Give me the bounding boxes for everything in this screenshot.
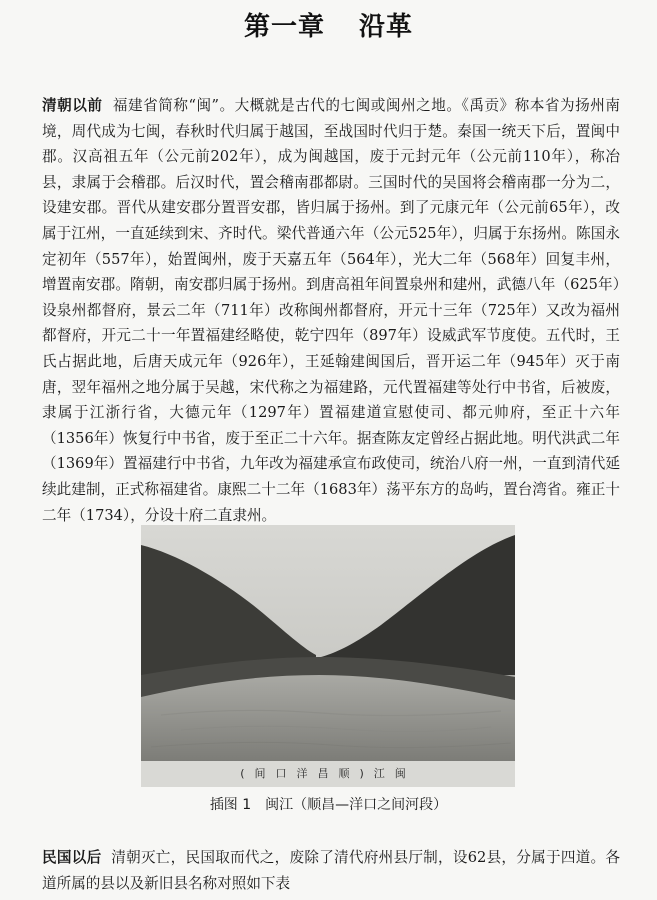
chapter-number: 第一章 [243,12,325,42]
chapter-name: 沿革 [359,12,414,42]
paragraph-after-republic [42,845,620,896]
figure-photo [141,525,515,787]
paragraph-before-qing [42,93,620,528]
section-text-before-qing: 福建省简称“闽”。大概就是古代的七闽或闽州之地。《禹贡》称本省为扬州南境，周代成为七闽，春秋时代归属于越国，至战国时代归于楚。秦国一统天下后，置闽中郡。汉高祖五年（公元前202年），成为闽越国，废于元封元年（公元前110年），称冶县，隶属于会稽郡。后汉时代，置会稽南郡都尉。三国时代的吴国将会稽南郡一分为二，设建安郡。晋代从建安郡分置晋安郡，皆归属于扬州。到了元康元年（公元前65年），改属于江州，一直延续到宋、齐时代。梁代普通六年（公元525年），归属于东扬州。陈国永定初年（557年），始置闽州，废于天嘉五年（564年），光大二年（568年）回复丰州，增置南安郡。隋朝，南安郡归属于扬州。到唐高祖年间置泉州和建州，武德八年（625年）设泉州都督府，景云二年（711年）改称闽州都督府，开元十三年（725年）又改为福州都督府，开元二十一年置福建经略使，乾宁四年（897年）设威武军节度使。五代时，王氏占据此地，后唐天成元年（926年），王延翰建闽国后，晋开运二年（945年）灭于南唐，翌年福州之地分属于吴越，宋代称之为福建路，元代置福建等处行中书省，后被废，隶属于江浙行省，大德元年（1297年）置福建道宣慰使司、都元帅府，至正十六年（1356年）恢复行中书省，废于至正二十六年。据查陈友定曾经占据此地。明代洪武二年（1369年）置福建行中书省，九年改为福建承宣布政使司，统治八府一州，一直到清代延续此建制，正式称福建省。康熙二十二年（1683年）荡平东方的岛屿，置台湾省。雍正十二年（1734），分设十府二直隶州。 [42,97,621,524]
section-text-republic: 清朝灭亡，民国取而代之，废除了清代府州县厅制，设62县，分属于四道。各道所属的县以及新旧县名称对照如下表 [42,849,620,892]
figure-caption: 插图 1 闽江（顺昌—洋口之间河段） [209,797,448,813]
chapter-title [0,6,657,43]
section-lead-republic: 民国以后 [42,849,102,866]
river-photo-illustration [141,525,515,787]
photo-caption: (间口洋昌顺)江闽 [240,767,416,780]
section-lead-before-qing: 清朝以前 [42,97,103,114]
